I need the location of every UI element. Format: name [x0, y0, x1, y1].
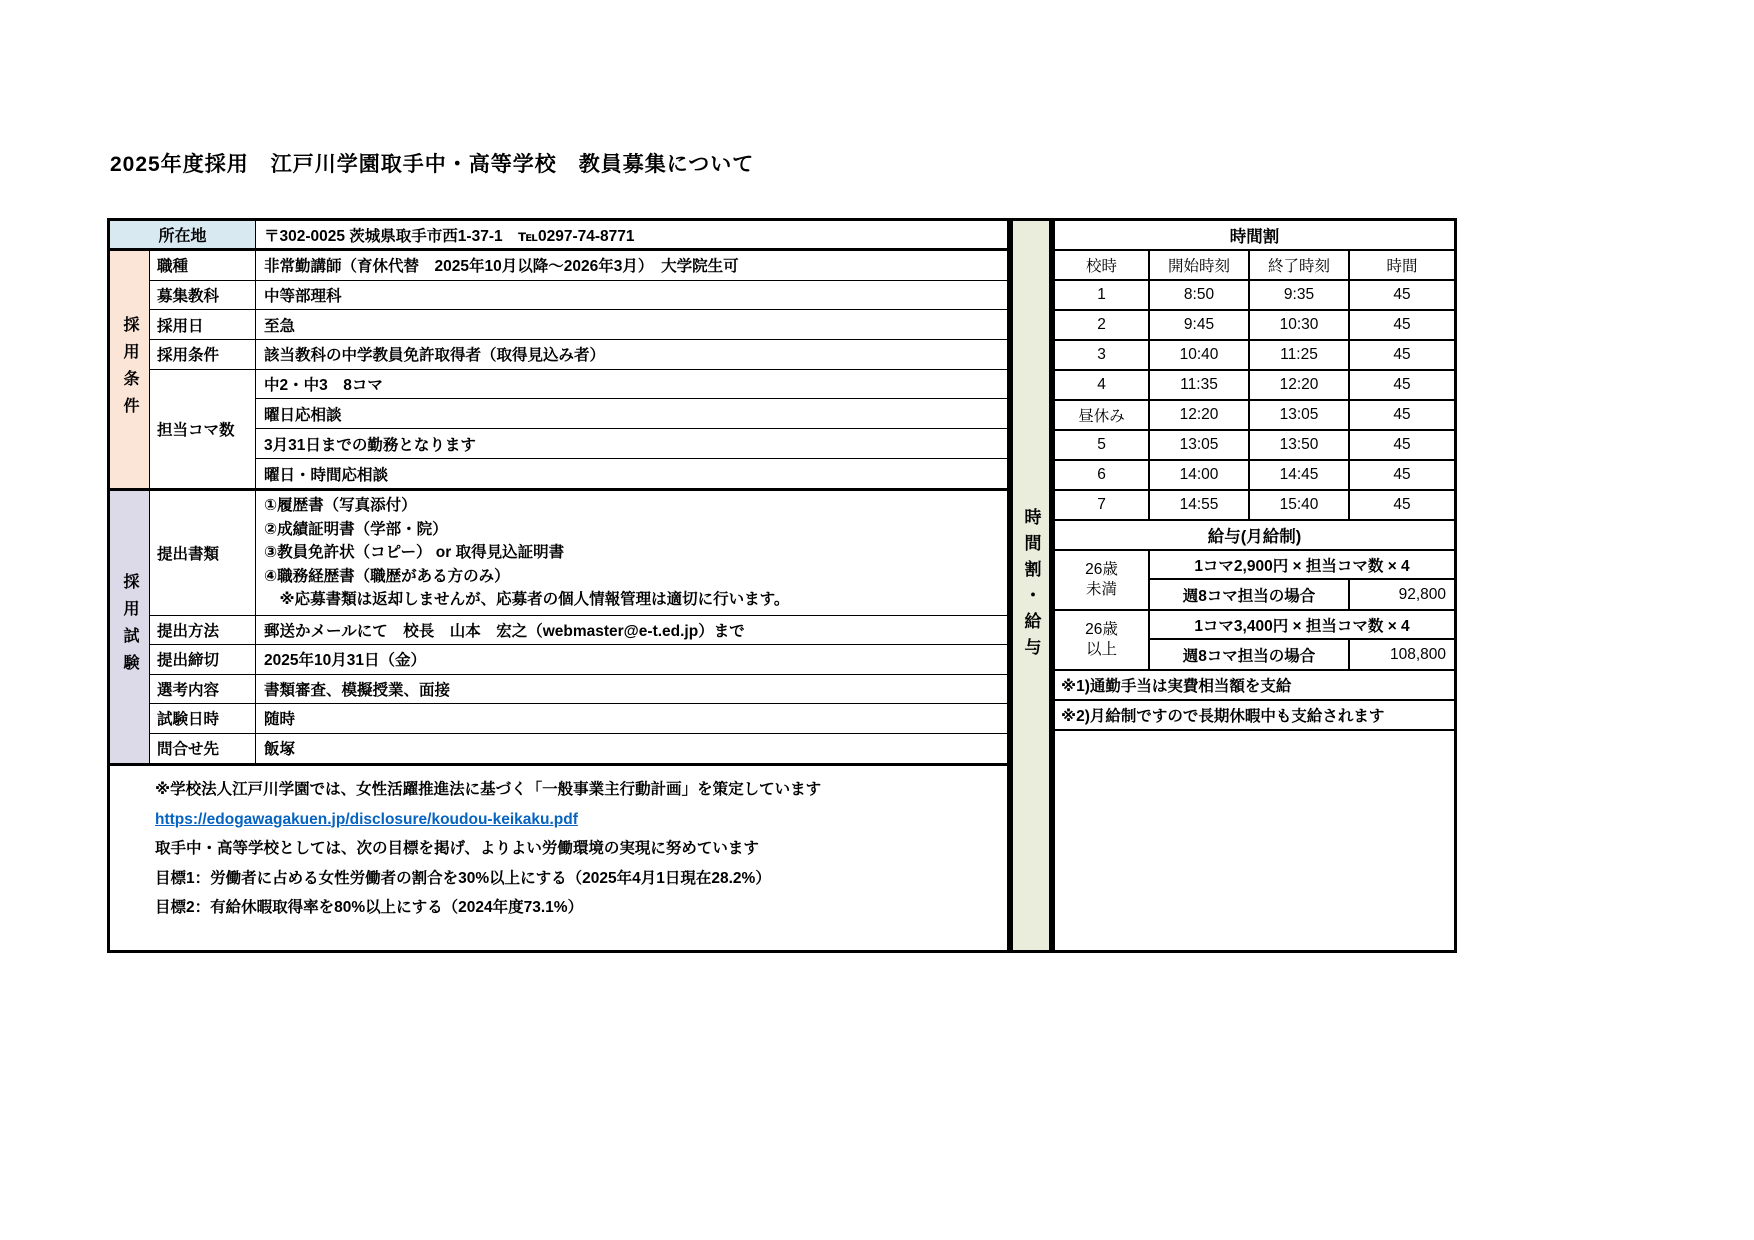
action-plan-link[interactable]: https://edogawagakuen.jp/disclosure/koudou-keikaku.pdf [155, 810, 578, 828]
field-value: 書類審査、模擬授業、面接 [264, 681, 451, 699]
field-label: 担当コマ数 [150, 370, 256, 488]
duration-cell: 45 [1393, 436, 1411, 453]
empty-cell [1055, 731, 1454, 950]
timetable-row [1055, 431, 1454, 461]
timetable-header-row [1055, 251, 1454, 281]
age-band-label [1055, 551, 1150, 609]
table-row [150, 616, 1007, 646]
page-title: 2025年度採用 江戸川学園取手中・高等学校 教員募集について [110, 153, 755, 176]
field-label: 募集教科 [150, 281, 256, 310]
field-label: 選考内容 [150, 675, 256, 704]
duration-cell: 45 [1393, 316, 1411, 333]
timetable-row [1055, 371, 1454, 401]
timetable-title: 時間割 [1055, 221, 1454, 251]
field-value: 至急 [264, 317, 296, 335]
koma-row [150, 370, 1007, 488]
koma-value: 曜日応相談 [256, 399, 1007, 429]
period-cell: 5 [1055, 431, 1150, 459]
salary-amount: 92,800 [1398, 585, 1446, 603]
column-header: 終了時刻 [1250, 251, 1350, 279]
field-value: 郵送かメールにて 校長 山本 宏之（webmaster@e-t.ed.jp）まで [264, 622, 745, 640]
field-label: 採用日 [150, 310, 256, 339]
end-cell: 13:50 [1250, 431, 1350, 459]
field-label: 職種 [150, 251, 256, 280]
start-cell: 12:20 [1150, 401, 1250, 429]
salary-title: 給与(月給制) [1055, 521, 1454, 551]
timetable-row-lunch [1055, 401, 1454, 431]
field-value: 非常勤講師（育休代替 2025年10月以降～2026年3月） 大学院生可 [264, 258, 739, 276]
period-cell: 昼休み [1055, 401, 1150, 429]
column-header: 校時 [1055, 251, 1150, 279]
field-label: 提出書類 [150, 491, 256, 615]
note-line: 取手中・高等学校としては、次の目標を掲げ、よりよい労働環境の実現に努めています [155, 840, 759, 857]
end-cell: 11:25 [1250, 341, 1350, 369]
goal-line: 目標1：労働者に占める女性労働者の割合を30%以上にする（2025年4月1日現在28.2%） [155, 869, 771, 887]
salary-over26-group [1055, 611, 1454, 671]
field-value: 随時 [264, 711, 296, 729]
salary-note-2: ※2)月給制ですので長期休暇中も支給されます [1055, 701, 1454, 731]
timetable-salary-strip [1010, 218, 1052, 953]
salary-note-1: ※1)通勤手当は実費相当額を支給 [1055, 671, 1454, 701]
salary-case: 週8コマ担当の場合 [1150, 580, 1350, 609]
salary-under26-group [1055, 551, 1454, 611]
period-cell: 3 [1055, 341, 1150, 369]
document-item: ※応募書類は返却しませんが、応募者の個人情報管理は適切に行います。 [264, 591, 790, 608]
exam-group-strip [110, 491, 150, 763]
table-row [150, 340, 1007, 370]
field-value: 2025年10月31日（金） [264, 652, 426, 670]
koma-value: 中2・中3 8コマ [256, 370, 1007, 400]
start-cell: 8:50 [1150, 281, 1250, 309]
conditions-group-strip [110, 251, 150, 488]
document-item: ①履歴書（写真添付） [264, 497, 417, 514]
koma-value: 曜日・時間応相談 [264, 466, 389, 484]
notes-section [110, 766, 1007, 950]
timetable-salary-table [1052, 218, 1457, 953]
start-cell: 13:05 [1150, 431, 1250, 459]
timetable-row [1055, 341, 1454, 371]
document-item: ②成績証明書（学部・院） [264, 520, 448, 538]
start-cell: 14:55 [1150, 491, 1250, 519]
age-line: 以上 [1085, 641, 1117, 658]
end-cell: 10:30 [1250, 311, 1350, 339]
period-cell: 2 [1055, 311, 1150, 339]
field-value: 中等部理科 [264, 287, 342, 305]
location-label: 所在地 [110, 221, 256, 248]
period-cell: 6 [1055, 461, 1150, 489]
end-cell: 9:35 [1250, 281, 1350, 309]
document-item: ③教員免許状（コピー） or 取得見込証明書 [264, 544, 565, 561]
duration-cell: 45 [1393, 406, 1411, 423]
column-header: 時間 [1386, 258, 1418, 275]
field-label: 試験日時 [150, 704, 256, 733]
table-row [150, 310, 1007, 340]
column-header: 開始時刻 [1150, 251, 1250, 279]
duration-cell: 45 [1393, 286, 1411, 303]
start-cell: 11:35 [1150, 371, 1250, 399]
end-cell: 15:40 [1250, 491, 1350, 519]
duration-cell: 45 [1393, 376, 1411, 393]
duration-cell: 45 [1393, 346, 1411, 363]
field-label: 問合せ先 [150, 734, 256, 763]
age-line: 26歳 [1085, 561, 1118, 578]
field-value: 飯塚 [264, 741, 296, 759]
field-label: 提出締切 [150, 645, 256, 674]
table-row [150, 675, 1007, 705]
duration-cell: 45 [1393, 496, 1411, 513]
location-value: 〒302-0025 茨城県取手市西1-37-1 ℡0297-74-8771 [264, 227, 635, 245]
document-body [107, 218, 1457, 953]
period-cell: 7 [1055, 491, 1150, 519]
start-cell: 14:00 [1150, 461, 1250, 489]
period-cell: 4 [1055, 371, 1150, 399]
end-cell: 13:05 [1250, 401, 1350, 429]
koma-value: 3月31日までの勤務となります [256, 429, 1007, 459]
table-row [150, 251, 1007, 281]
end-cell: 12:20 [1250, 371, 1350, 399]
document-item: ④職務経歴書（職歴がある方のみ） [264, 567, 510, 585]
field-label: 採用条件 [150, 340, 256, 369]
table-row [150, 645, 1007, 675]
age-line: 26歳 [1085, 621, 1118, 638]
table-row [150, 281, 1007, 311]
recruitment-table [107, 218, 1010, 953]
conditions-group-label: 採用条件 [121, 315, 138, 424]
location-row [110, 221, 1007, 251]
timetable-row [1055, 311, 1454, 341]
age-band-label [1055, 611, 1150, 669]
duration-cell: 45 [1393, 466, 1411, 483]
strip-vertical-label: 時間割・給与 [1021, 507, 1041, 664]
table-row [150, 734, 1007, 763]
timetable-row [1055, 281, 1454, 311]
timetable-row [1055, 491, 1454, 521]
goal-line: 目標2：有給休暇取得率を80%以上にする（2024年度73.1%） [155, 899, 584, 916]
salary-case: 週8コマ担当の場合 [1150, 640, 1350, 669]
field-value: 該当教科の中学教員免許取得者（取得見込み者） [264, 347, 606, 365]
documents-row [150, 491, 1007, 616]
salary-formula: 1コマ3,400円 × 担当コマ数 × 4 [1150, 611, 1454, 640]
note-line: ※学校法人江戸川学園では、女性活躍推進法に基づく「一般事業主行動計画」を策定しています [155, 781, 822, 798]
exam-group-label: 採用試験 [121, 573, 138, 681]
exam-group [110, 491, 1007, 766]
salary-formula: 1コマ2,900円 × 担当コマ数 × 4 [1150, 551, 1454, 580]
salary-amount: 108,800 [1389, 645, 1446, 663]
conditions-group [110, 251, 1007, 491]
end-cell: 14:45 [1250, 461, 1350, 489]
timetable-row [1055, 461, 1454, 491]
period-cell: 1 [1055, 281, 1150, 309]
table-row [150, 704, 1007, 734]
start-cell: 9:45 [1150, 311, 1250, 339]
age-line: 未満 [1085, 581, 1117, 598]
field-label: 提出方法 [150, 616, 256, 645]
start-cell: 10:40 [1150, 341, 1250, 369]
